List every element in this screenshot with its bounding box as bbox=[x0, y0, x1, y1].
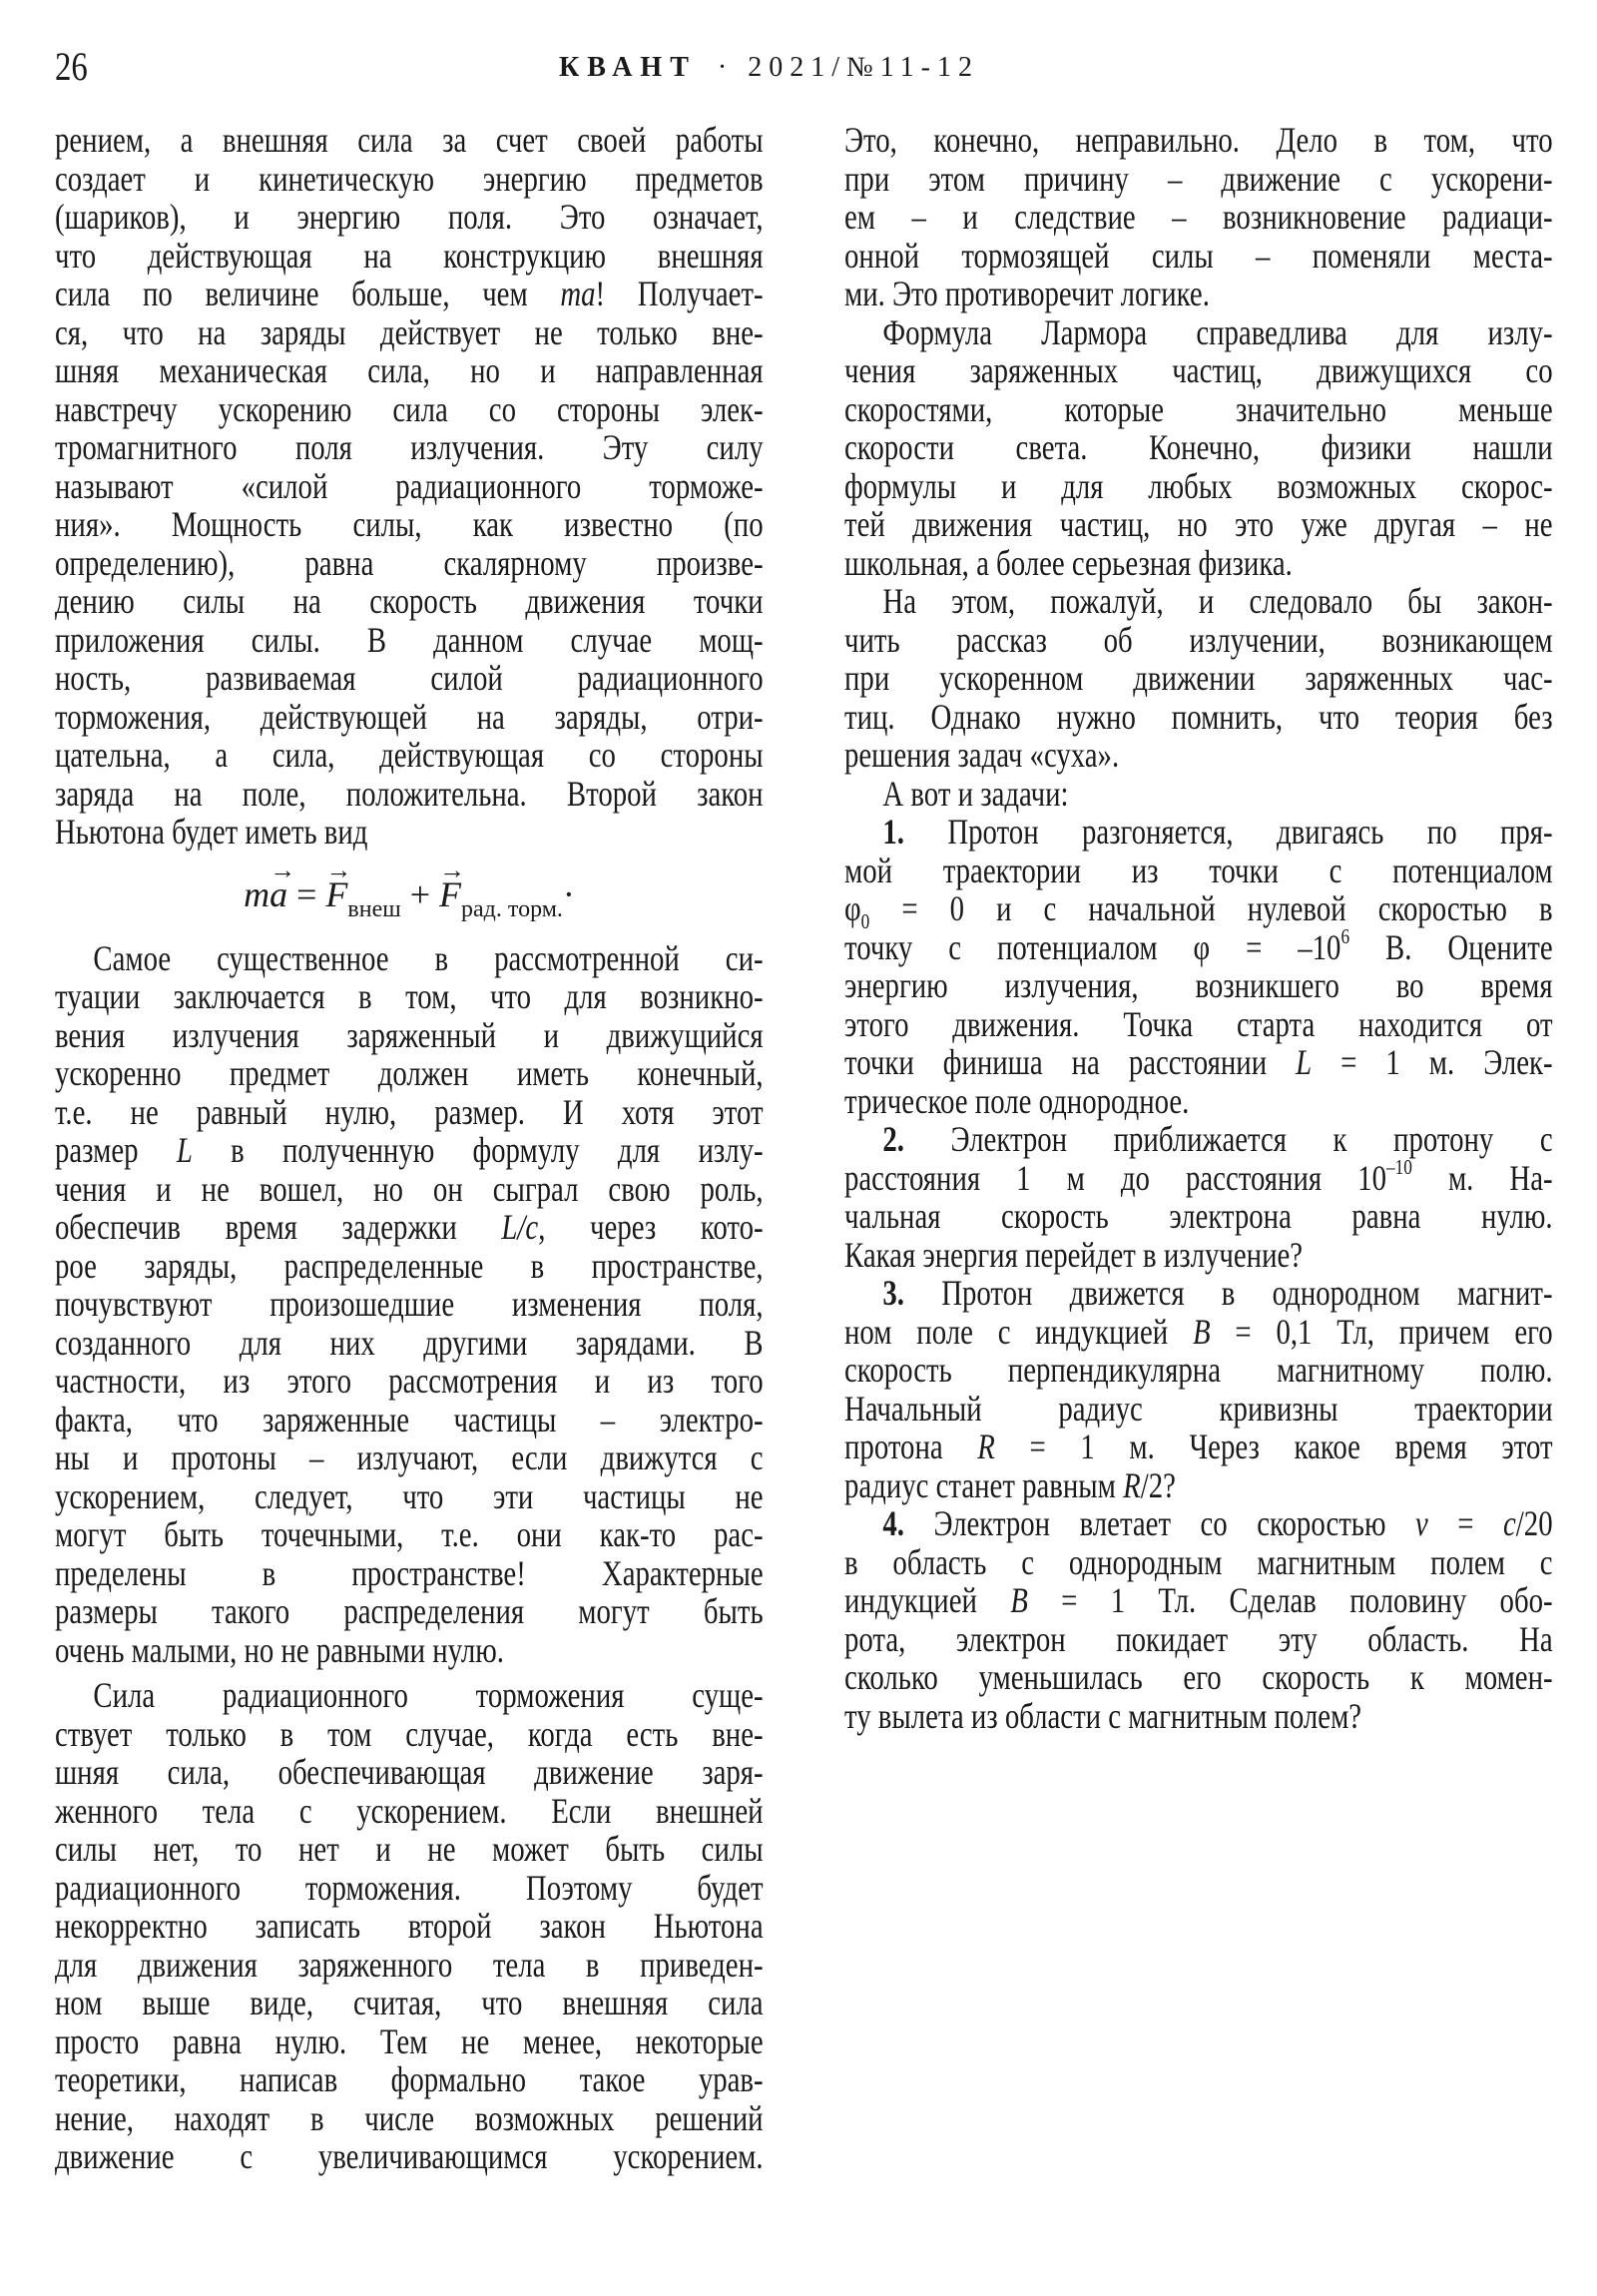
text-line: факта, что заряженные частицы – электро- bbox=[55, 1399, 764, 1439]
text-line: Ньютона будет иметь вид bbox=[55, 812, 368, 852]
header-separator: · bbox=[717, 52, 728, 83]
text-fragment: сила по величине больше, чем bbox=[55, 274, 528, 313]
text-fragment: протона bbox=[844, 1427, 978, 1466]
text-line bbox=[844, 1274, 1553, 1313]
text-line: шняя сила, обеспечивающая движение заря- bbox=[55, 1752, 764, 1792]
text-line: при ускоренном движении заряженных час- bbox=[844, 658, 1553, 698]
math-subscript: внеш bbox=[347, 895, 401, 922]
text-line: рое заряды, распределенные в пространстве, bbox=[55, 1245, 764, 1286]
text-line: ускоренно предмет должен иметь конечный, bbox=[55, 1053, 764, 1093]
issue-number: 2021/№11-12 bbox=[748, 52, 979, 83]
text-line: мой траектории из точки с потенциалом bbox=[844, 850, 1553, 890]
text-line: (шариков), и энергию поля. Это означает, bbox=[55, 197, 764, 237]
math-plus: + bbox=[409, 873, 431, 914]
problem-number: 2. bbox=[882, 1119, 904, 1159]
running-head bbox=[559, 50, 979, 86]
problem-number: 1. bbox=[882, 812, 904, 852]
text-line: ствует только в том случае, когда есть вне- bbox=[55, 1713, 764, 1754]
problem-2 bbox=[844, 1120, 1553, 1274]
text-line bbox=[844, 813, 1553, 852]
math-superscript: –10 bbox=[1385, 1155, 1412, 1180]
magazine-title: КВАНТ bbox=[559, 52, 697, 83]
text-fragment: Электрон влетает со скоростью bbox=[933, 1503, 1415, 1543]
text-line: чить рассказ об излучении, возникающем bbox=[844, 619, 1553, 660]
text-fragment: радиус станет равным bbox=[844, 1464, 1124, 1505]
math-L-over-c: L/c bbox=[501, 1207, 539, 1247]
text-fragment: /2? bbox=[1140, 1464, 1176, 1505]
text-line bbox=[844, 1313, 1553, 1352]
text-line bbox=[844, 1155, 1553, 1198]
text-line: т.е. не равный нулю, размер. И хотя этот bbox=[55, 1091, 764, 1132]
text-line: размеры такого распределения могут быть bbox=[55, 1591, 764, 1631]
right-column bbox=[844, 121, 1553, 1735]
text-line: для движения заряженного тела в приведен- bbox=[55, 1944, 764, 1985]
math-equals: = bbox=[1427, 1503, 1504, 1543]
text-line: почувствуют произошедшие изменения поля, bbox=[55, 1284, 764, 1324]
text-line: Формула Лармора справедлива для излу- bbox=[882, 311, 1553, 352]
math-B: B bbox=[1010, 1580, 1028, 1620]
text-line: нение, находят в числе возможных решений bbox=[55, 2097, 764, 2138]
text-fragment: = 0,1 Тл, причем его bbox=[1210, 1311, 1553, 1352]
text-line: Это, конечно, неправильно. Дело в том, что bbox=[844, 120, 1553, 160]
text-line: ния». Мощность силы, как известно (по bbox=[55, 504, 764, 544]
text-line: приложения силы. В данном случае мощ- bbox=[55, 619, 764, 660]
problem-number: 3. bbox=[882, 1273, 904, 1313]
text-line: скоростями, которые значительно меньше bbox=[844, 388, 1553, 429]
text-line bbox=[844, 1428, 1553, 1466]
text-line: Самое существенное в рассмотренной си- bbox=[93, 937, 764, 978]
problem-1 bbox=[844, 813, 1553, 1120]
text-line: энергию излучения, возникшего во время bbox=[844, 965, 1553, 1005]
text-fragment: размер bbox=[55, 1130, 139, 1170]
text-line: при этом причину – движение с ускорени- bbox=[844, 158, 1553, 199]
text-line: ми. Это противоречит логике. bbox=[844, 274, 1210, 313]
text-fragment: точку с потенциалом φ = –10 bbox=[844, 926, 1341, 967]
text-fragment: = 0 и с начальной нулевой скоростью в bbox=[869, 888, 1553, 928]
math-L: L bbox=[1296, 1042, 1313, 1082]
text-line: в область с однородным магнитным полем с bbox=[844, 1541, 1553, 1582]
text-fragment: В. Оцените bbox=[1349, 926, 1553, 967]
text-line: туации заключается в том, что для возникно- bbox=[55, 976, 764, 1016]
text-line: чальная скорость электрона равна нулю. bbox=[844, 1196, 1553, 1236]
text-line: этого движения. Точка старта находится от bbox=[844, 1003, 1553, 1044]
text-line: онной тормозящей силы – поменяли места- bbox=[844, 235, 1553, 276]
text-fragment: Протон движется в однородном магнит- bbox=[941, 1273, 1553, 1313]
math-R: R bbox=[1123, 1464, 1141, 1505]
text-line bbox=[55, 1131, 764, 1170]
math-L: L bbox=[176, 1130, 193, 1170]
text-line: ем – и следствие – возникновение радиаци- bbox=[844, 197, 1553, 237]
math-equals: = bbox=[296, 873, 317, 914]
text-line bbox=[55, 275, 764, 313]
text-fragment: ! Получает- bbox=[595, 274, 764, 313]
math-v: v bbox=[1414, 1503, 1428, 1543]
text-fragment: обеспечив время задержки bbox=[55, 1207, 457, 1247]
text-line: определению), равна скалярному произве- bbox=[55, 542, 764, 583]
text-line bbox=[844, 1043, 1553, 1082]
text-line: теоретики, написав формально такое урав- bbox=[55, 2059, 764, 2099]
text-fragment: в полученную формулу для излу- bbox=[231, 1130, 764, 1170]
text-fragment: = 1 м. Элек- bbox=[1312, 1042, 1553, 1082]
text-line bbox=[55, 1208, 764, 1247]
text-fragment: точки финиша на расстоянии bbox=[844, 1042, 1297, 1082]
math-m: m bbox=[244, 873, 270, 914]
left-column bbox=[55, 121, 764, 2176]
problem-number: 4. bbox=[882, 1503, 904, 1543]
text-line: тиц. Однако нужно помнить, что теория без bbox=[844, 696, 1553, 737]
text-line bbox=[844, 1581, 1553, 1620]
problem-4 bbox=[844, 1504, 1553, 1735]
text-line: что действующая на конструкцию внешняя bbox=[55, 235, 764, 276]
text-line bbox=[844, 1466, 1553, 1505]
math-c: c bbox=[1503, 1503, 1516, 1543]
text-line: навстречу ускорению сила со стороны элек- bbox=[55, 388, 764, 429]
text-line: На этом, пожалуй, и следовало бы закон- bbox=[882, 581, 1553, 621]
text-fragment: индукцией bbox=[844, 1580, 1011, 1620]
math-vector-f-ext: → F bbox=[325, 865, 347, 923]
text-fragment: ном поле с индукцией bbox=[844, 1311, 1193, 1352]
text-line: силы нет, то нет и не может быть силы bbox=[55, 1829, 764, 1869]
text-line: скорость перпендикулярна магнитному полю. bbox=[844, 1350, 1553, 1390]
problems-intro: А вот и задачи: bbox=[882, 773, 1069, 814]
math-vector-a: → a bbox=[269, 865, 287, 923]
text-line: ту вылета из области с магнитным полем? bbox=[844, 1695, 1362, 1736]
text-line bbox=[844, 1504, 1553, 1543]
text-line: Сила радиационного торможения суще- bbox=[93, 1675, 764, 1715]
text-line: пределены в пространстве! Характерные bbox=[55, 1552, 764, 1593]
text-line: тромагнитного поля излучения. Эту силу bbox=[55, 427, 764, 467]
text-line: скорости света. Конечно, физики нашли bbox=[844, 427, 1553, 467]
text-fragment: м. На- bbox=[1411, 1157, 1553, 1198]
text-line: ся, что на заряды действует не только вне- bbox=[55, 311, 764, 352]
text-line: женного тела с ускорением. Если внешней bbox=[55, 1790, 764, 1831]
text-fragment: = 1 м. Через какое время этот bbox=[994, 1427, 1553, 1466]
text-line: сколько уменьшилась его скорость к момен- bbox=[844, 1657, 1553, 1697]
text-line: Какая энергия перейдет в излучение? bbox=[844, 1234, 1304, 1275]
text-line: цательна, а сила, действующая со стороны bbox=[55, 735, 764, 775]
math-R: R bbox=[977, 1427, 995, 1466]
text-line: чения заряженных частиц, движущихся со bbox=[844, 350, 1553, 390]
text-line: ны и протоны – излучают, если движутся с bbox=[55, 1437, 764, 1477]
text-line: формулы и для любых возможных скорос- bbox=[844, 465, 1553, 506]
math-phi: φ bbox=[844, 888, 861, 928]
text-line: частности, из этого рассмотрения и из того bbox=[55, 1361, 764, 1401]
text-line: вения излучения заряженный и движущийся bbox=[55, 1014, 764, 1055]
text-line: рота, электрон покидает эту область. На bbox=[844, 1618, 1553, 1659]
text-line: называют «силой радиационного торможе- bbox=[55, 465, 764, 506]
text-line: трическое поле однородное. bbox=[844, 1080, 1190, 1121]
page-number: 26 bbox=[55, 44, 88, 89]
text-line: очень малыми, но не равными нулю. bbox=[55, 1629, 504, 1670]
math-ma: ma bbox=[560, 274, 596, 313]
text-line bbox=[844, 924, 1553, 967]
newton-second-law-formula bbox=[55, 865, 764, 923]
text-line: торможения, действующей на заряды, отри- bbox=[55, 696, 764, 737]
math-vector-f-rad: → F bbox=[439, 865, 461, 923]
text-fragment: /20 bbox=[1515, 1503, 1553, 1543]
text-line: ном выше виде, считая, что внешняя сила bbox=[55, 1983, 764, 2022]
text-line: Начальный радиус кривизны траектории bbox=[844, 1388, 1553, 1429]
text-line: тей движения частиц, но это уже другая – не bbox=[844, 504, 1553, 544]
text-line: ускорением, следует, что эти частицы не bbox=[55, 1475, 764, 1516]
text-line: шняя механическая сила, но и направленная bbox=[55, 350, 764, 390]
problem-3 bbox=[844, 1274, 1553, 1504]
text-line: ность, развиваемая силой радиационного bbox=[55, 658, 764, 698]
text-line: радиационного торможения. Поэтому будет bbox=[55, 1867, 764, 1908]
text-line: заряда на поле, положительна. Второй закон bbox=[55, 773, 764, 814]
text-fragment: Электрон приближается к протону с bbox=[950, 1119, 1553, 1159]
text-line: некорректно записать второй закон Ньютона bbox=[55, 1906, 764, 1946]
math-subscript: 0 bbox=[860, 908, 870, 933]
text-line: создает и кинетическую энергию предметов bbox=[55, 158, 764, 199]
text-line: решения задач «суха». bbox=[844, 735, 1120, 775]
text-line bbox=[844, 888, 1553, 933]
math-superscript: 6 bbox=[1340, 924, 1350, 949]
text-line: движение с увеличивающимся ускорением. bbox=[55, 2136, 764, 2176]
text-line: чения и не вошел, но он сыграл свою роль, bbox=[55, 1168, 764, 1209]
math-B: B bbox=[1192, 1311, 1211, 1352]
text-line: школьная, а более серьезная физика. bbox=[844, 542, 1293, 583]
text-fragment: , через кото- bbox=[538, 1207, 764, 1247]
text-line: рением, а внешняя сила за счет своей работы bbox=[55, 120, 764, 160]
text-fragment: расстояния 1 м до расстояния 10 bbox=[844, 1157, 1386, 1198]
text-fragment: Протон разгоняется, двигаясь по пря- bbox=[947, 812, 1553, 852]
text-line: дению силы на скорость движения точки bbox=[55, 581, 764, 621]
text-fragment: = 1 Тл. Сделав половину обо- bbox=[1027, 1580, 1553, 1620]
text-line: могут быть точечными, т.е. они как-то рас- bbox=[55, 1514, 764, 1554]
text-line bbox=[844, 1120, 1553, 1159]
math-dot: · bbox=[562, 873, 575, 914]
math-subscript: рад. торм. bbox=[461, 895, 563, 922]
text-line: просто равна нулю. Тем не менее, некоторые bbox=[55, 2020, 764, 2061]
text-line: созданного для них другими зарядами. В bbox=[55, 1322, 764, 1363]
